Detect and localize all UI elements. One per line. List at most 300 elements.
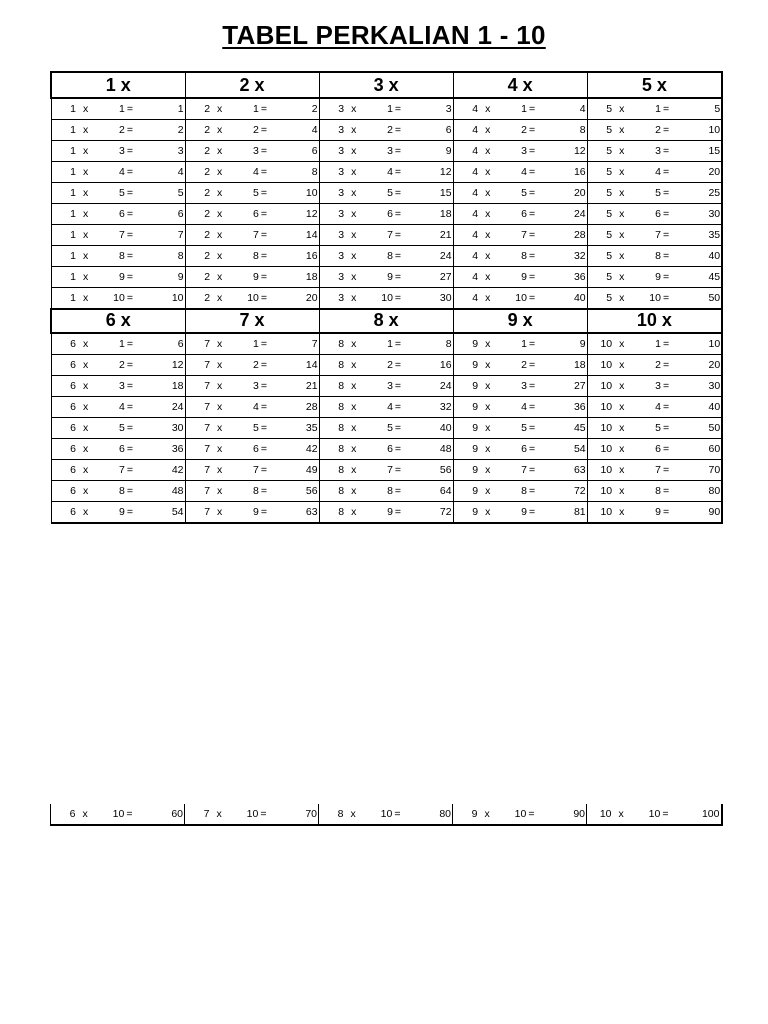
times-symbol: x: [213, 225, 233, 246]
equals-symbol: =: [528, 338, 536, 350]
multiplicand: 2: [185, 98, 213, 120]
multiplication-table-row-times-10: [50, 804, 723, 826]
times-symbol: x: [481, 183, 501, 204]
multiplier: [367, 355, 403, 376]
multiplier-value: 5: [655, 187, 661, 199]
multiplier: [367, 502, 403, 524]
multiplicand: 4: [453, 204, 481, 225]
product: 42: [269, 439, 319, 460]
multiplier: [233, 418, 269, 439]
times-symbol: x: [615, 162, 635, 183]
equals-symbol: =: [662, 380, 670, 392]
multiplicand: 6: [51, 481, 79, 502]
multiplicand: 2: [185, 246, 213, 267]
product: 8: [269, 162, 319, 183]
multiplier-value: 4: [253, 166, 259, 178]
multiplicand: 9: [453, 460, 481, 481]
multiplicand: 1: [51, 204, 79, 225]
multiplicand: 3: [319, 162, 347, 183]
times-symbol: x: [347, 98, 367, 120]
product: 3: [403, 98, 453, 120]
multiplier-value: 3: [521, 145, 527, 157]
multiplier: [635, 804, 671, 825]
equals-symbol: =: [662, 124, 670, 136]
equals-symbol: =: [662, 292, 670, 304]
times-symbol: x: [213, 333, 233, 355]
equals-symbol: =: [126, 229, 133, 241]
product: 24: [135, 397, 185, 418]
times-symbol: x: [481, 460, 501, 481]
product: 10: [671, 333, 722, 355]
equals-symbol: =: [662, 229, 670, 241]
multiplier-value: 10: [380, 808, 393, 820]
multiplier-value: 1: [253, 338, 259, 350]
times-symbol: x: [615, 120, 635, 141]
multiplier-value: 4: [655, 166, 661, 178]
multiplier: [233, 141, 269, 162]
multiplicand: 1: [51, 162, 79, 183]
product: 100: [671, 804, 722, 825]
multiplier: [233, 162, 269, 183]
equals-symbol: =: [528, 422, 536, 434]
equals-symbol: =: [260, 808, 267, 820]
product: 35: [269, 418, 319, 439]
table-row: [51, 418, 722, 439]
multiplier: [367, 460, 403, 481]
product: 12: [403, 162, 453, 183]
product: 32: [537, 246, 587, 267]
multiplier-value: 2: [253, 124, 259, 136]
multiplier: [233, 460, 269, 481]
multiplicand: 4: [453, 288, 481, 310]
multiplier: [501, 225, 537, 246]
product: 4: [135, 162, 185, 183]
multiplier: [99, 439, 135, 460]
table-header: 3 x: [319, 72, 453, 98]
multiplicand: 2: [185, 225, 213, 246]
multiplier: [367, 141, 403, 162]
times-symbol: x: [615, 481, 635, 502]
product: 7: [269, 333, 319, 355]
multiplier: [635, 460, 671, 481]
multiplicand: 2: [185, 267, 213, 288]
multiplicand: 4: [453, 183, 481, 204]
multiplier: [367, 288, 403, 310]
multiplier: [635, 397, 671, 418]
equals-symbol: =: [662, 271, 670, 283]
product: 9: [537, 333, 587, 355]
multiplier-value: 3: [253, 380, 259, 392]
multiplier-value: 9: [387, 271, 393, 283]
times-symbol: x: [615, 267, 635, 288]
equals-symbol: =: [126, 422, 133, 434]
product: 15: [671, 141, 722, 162]
product: 16: [403, 355, 453, 376]
multiplicand: 6: [51, 460, 79, 481]
table-header: 5 x: [587, 72, 722, 98]
multiplier: [367, 418, 403, 439]
product: 12: [537, 141, 587, 162]
multiplier-value: 3: [521, 380, 527, 392]
multiplier-value: 9: [387, 506, 393, 518]
product: 18: [135, 376, 185, 397]
times-symbol: x: [347, 183, 367, 204]
multiplicand: 5: [587, 225, 615, 246]
multiplicand: 1: [51, 225, 79, 246]
product: 24: [403, 376, 453, 397]
equals-symbol: =: [126, 271, 133, 283]
times-symbol: x: [79, 141, 99, 162]
multiplicand: 3: [319, 98, 347, 120]
times-symbol: x: [347, 246, 367, 267]
multiplicand: 4: [453, 141, 481, 162]
equals-symbol: =: [528, 124, 536, 136]
multiplier-value: 4: [521, 166, 527, 178]
times-symbol: x: [347, 804, 367, 825]
multiplier: [635, 225, 671, 246]
times-symbol: x: [213, 288, 233, 310]
multiplicand: 3: [319, 141, 347, 162]
multiplicand: 10: [587, 355, 615, 376]
multiplicand: 10: [587, 460, 615, 481]
multiplier-value: 1: [387, 338, 393, 350]
multiplier-value: 2: [253, 359, 259, 371]
times-symbol: x: [615, 418, 635, 439]
times-symbol: x: [347, 481, 367, 502]
times-symbol: x: [347, 397, 367, 418]
product: 20: [537, 183, 587, 204]
multiplicand: 9: [453, 804, 481, 825]
multiplicand: 5: [587, 204, 615, 225]
equals-symbol: =: [662, 338, 670, 350]
multiplier: [99, 225, 135, 246]
product: 24: [537, 204, 587, 225]
multiplier-value: 3: [387, 145, 393, 157]
multiplicand: 1: [51, 120, 79, 141]
multiplicand: 9: [453, 439, 481, 460]
times-symbol: x: [213, 460, 233, 481]
multiplier-value: 1: [119, 338, 125, 350]
times-symbol: x: [347, 162, 367, 183]
multiplier: [635, 120, 671, 141]
multiplier: [367, 120, 403, 141]
multiplicand: 7: [185, 502, 213, 524]
multiplier-value: 9: [119, 271, 125, 283]
multiplicand: 8: [319, 397, 347, 418]
product: 21: [269, 376, 319, 397]
product: 42: [135, 460, 185, 481]
multiplication-table-1-to-5: [50, 71, 723, 310]
multiplier-value: 9: [655, 506, 661, 518]
equals-symbol: =: [126, 103, 133, 115]
equals-symbol: =: [394, 422, 402, 434]
multiplicand: 4: [453, 246, 481, 267]
equals-symbol: =: [260, 506, 268, 518]
times-symbol: x: [213, 376, 233, 397]
multiplier-value: 10: [515, 292, 527, 304]
table-row: [51, 397, 722, 418]
multiplier: [233, 376, 269, 397]
product: 20: [671, 162, 722, 183]
multiplicand: 6: [51, 502, 79, 524]
product: 10: [135, 288, 185, 310]
product: 16: [537, 162, 587, 183]
times-symbol: x: [481, 804, 501, 825]
multiplicand: 1: [51, 183, 79, 204]
equals-symbol: =: [260, 166, 268, 178]
times-symbol: x: [481, 418, 501, 439]
times-symbol: x: [615, 397, 635, 418]
times-symbol: x: [213, 397, 233, 418]
product: 9: [135, 267, 185, 288]
multiplicand: 2: [185, 204, 213, 225]
equals-symbol: =: [394, 166, 402, 178]
multiplier-value: 3: [119, 145, 125, 157]
table-row: [51, 162, 722, 183]
equals-symbol: =: [394, 250, 402, 262]
product: 4: [537, 98, 587, 120]
multiplier-value: 10: [381, 292, 393, 304]
multiplier-value: 3: [253, 145, 259, 157]
multiplier: [99, 183, 135, 204]
multiplicand: 8: [319, 502, 347, 524]
equals-symbol: =: [528, 271, 536, 283]
table-row: [51, 267, 722, 288]
table-row: [51, 502, 722, 524]
multiplicand: 8: [319, 376, 347, 397]
equals-symbol: =: [260, 208, 268, 220]
times-symbol: x: [79, 204, 99, 225]
multiplier: [99, 397, 135, 418]
multiplicand: 5: [587, 183, 615, 204]
times-symbol: x: [347, 225, 367, 246]
multiplier-value: 4: [387, 166, 393, 178]
times-symbol: x: [79, 246, 99, 267]
multiplicand: 2: [185, 183, 213, 204]
multiplier-value: 2: [119, 124, 125, 136]
multiplier: [99, 98, 135, 120]
multiplicand: 3: [319, 246, 347, 267]
multiplier: [233, 204, 269, 225]
multiplier: [99, 418, 135, 439]
multiplier: [99, 481, 135, 502]
multiplicand: 10: [587, 804, 615, 825]
equals-symbol: =: [260, 229, 268, 241]
equals-symbol: =: [528, 464, 536, 476]
multiplicand: 6: [51, 355, 79, 376]
multiplier: [233, 481, 269, 502]
product: 36: [135, 439, 185, 460]
product: 63: [269, 502, 319, 524]
multiplier: [501, 141, 537, 162]
product: 56: [269, 481, 319, 502]
product: 64: [403, 481, 453, 502]
multiplicand: 5: [587, 141, 615, 162]
equals-symbol: =: [528, 187, 536, 199]
multiplier: [635, 333, 671, 355]
times-symbol: x: [481, 333, 501, 355]
multiplicand: 9: [453, 355, 481, 376]
multiplier: [233, 225, 269, 246]
product: 50: [671, 288, 722, 310]
multiplicand: 2: [185, 141, 213, 162]
multiplier: [367, 481, 403, 502]
times-symbol: x: [213, 204, 233, 225]
equals-symbol: =: [662, 422, 670, 434]
multiplier-value: 6: [655, 208, 661, 220]
multiplicand: 6: [51, 333, 79, 355]
equals-symbol: =: [126, 380, 133, 392]
multiplier: [233, 120, 269, 141]
multiplier-value: 2: [387, 359, 393, 371]
multiplicand: 1: [51, 141, 79, 162]
equals-symbol: =: [528, 292, 536, 304]
multiplier-value: 7: [387, 229, 393, 241]
times-symbol: x: [615, 333, 635, 355]
multiplier-value: 1: [253, 103, 259, 115]
multiplier: [367, 439, 403, 460]
multiplier: [99, 120, 135, 141]
multiplicand: 7: [185, 481, 213, 502]
multiplicand: 6: [51, 418, 79, 439]
equals-symbol: =: [260, 338, 268, 350]
times-symbol: x: [213, 502, 233, 524]
times-symbol: x: [347, 355, 367, 376]
equals-symbol: =: [662, 506, 670, 518]
equals-symbol: =: [528, 359, 536, 371]
times-symbol: x: [213, 246, 233, 267]
multiplier-value: 2: [521, 124, 527, 136]
multiplier-value: 7: [655, 464, 661, 476]
table-row: [51, 141, 722, 162]
multiplicand: 1: [51, 267, 79, 288]
multiplier-value: 1: [655, 103, 661, 115]
multiplier: [367, 98, 403, 120]
multiplier-value: 6: [521, 443, 527, 455]
table-row: [51, 333, 722, 355]
equals-symbol: =: [528, 250, 536, 262]
product: 30: [135, 418, 185, 439]
equals-symbol: =: [394, 485, 402, 497]
multiplicand: 7: [185, 333, 213, 355]
multiplier: [501, 804, 537, 825]
equals-symbol: =: [662, 443, 670, 455]
product: 48: [403, 439, 453, 460]
times-symbol: x: [79, 376, 99, 397]
times-symbol: x: [615, 355, 635, 376]
multiplicand: 8: [319, 355, 347, 376]
equals-symbol: =: [528, 808, 535, 820]
times-symbol: x: [481, 376, 501, 397]
product: 90: [671, 502, 722, 524]
product: 54: [537, 439, 587, 460]
times-symbol: x: [481, 355, 501, 376]
multiplicand: 3: [319, 288, 347, 310]
equals-symbol: =: [528, 229, 536, 241]
multiplicand: 7: [185, 376, 213, 397]
multiplicand: 5: [587, 98, 615, 120]
product: 2: [135, 120, 185, 141]
product: 45: [671, 267, 722, 288]
multiplier-value: 5: [253, 187, 259, 199]
multiplier-value: 9: [521, 506, 527, 518]
multiplier: [635, 355, 671, 376]
times-symbol: x: [79, 481, 99, 502]
times-symbol: x: [79, 267, 99, 288]
multiplier-value: 7: [387, 464, 393, 476]
times-symbol: x: [347, 418, 367, 439]
multiplicand: 2: [185, 162, 213, 183]
multiplier-value: 10: [649, 292, 661, 304]
product: 3: [135, 141, 185, 162]
equals-symbol: =: [394, 808, 401, 820]
times-symbol: x: [213, 141, 233, 162]
product: 8: [135, 246, 185, 267]
product: 21: [403, 225, 453, 246]
times-symbol: x: [481, 98, 501, 120]
product: 20: [671, 355, 722, 376]
multiplicand: 10: [587, 418, 615, 439]
times-symbol: x: [615, 288, 635, 310]
multiplier: [99, 460, 135, 481]
multiplier: [99, 288, 135, 310]
multiplicand: 7: [185, 355, 213, 376]
times-symbol: x: [347, 460, 367, 481]
multiplier-value: 5: [387, 422, 393, 434]
multiplicand: 7: [185, 460, 213, 481]
table-header-row: [51, 308, 722, 333]
equals-symbol: =: [394, 271, 402, 283]
multiplier: [501, 288, 537, 310]
product: 8: [403, 333, 453, 355]
multiplier-value: 10: [113, 292, 125, 304]
times-symbol: x: [481, 204, 501, 225]
product: 14: [269, 225, 319, 246]
multiplier-value: 8: [387, 250, 393, 262]
equals-symbol: =: [126, 401, 133, 413]
equals-symbol: =: [126, 250, 133, 262]
product: 63: [537, 460, 587, 481]
multiplicand: 9: [453, 397, 481, 418]
product: 60: [135, 804, 185, 825]
product: 6: [403, 120, 453, 141]
multiplicand: 9: [453, 418, 481, 439]
table-header: 7 x: [185, 308, 319, 333]
multiplier-value: 7: [655, 229, 661, 241]
multiplier-value: 6: [387, 208, 393, 220]
times-symbol: x: [347, 120, 367, 141]
times-symbol: x: [213, 355, 233, 376]
multiplier: [367, 225, 403, 246]
equals-symbol: =: [528, 443, 536, 455]
multiplier-value: 5: [655, 422, 661, 434]
multiplier: [501, 355, 537, 376]
product: 54: [135, 502, 185, 524]
multiplier-value: 5: [387, 187, 393, 199]
multiplier: [233, 804, 269, 825]
product: 5: [135, 183, 185, 204]
equals-symbol: =: [662, 359, 670, 371]
product: 10: [269, 183, 319, 204]
product: 25: [671, 183, 722, 204]
equals-symbol: =: [662, 485, 670, 497]
equals-symbol: =: [528, 208, 536, 220]
times-symbol: x: [79, 288, 99, 310]
equals-symbol: =: [662, 103, 670, 115]
multiplier: [501, 481, 537, 502]
product: 80: [671, 481, 722, 502]
multiplier: [367, 376, 403, 397]
